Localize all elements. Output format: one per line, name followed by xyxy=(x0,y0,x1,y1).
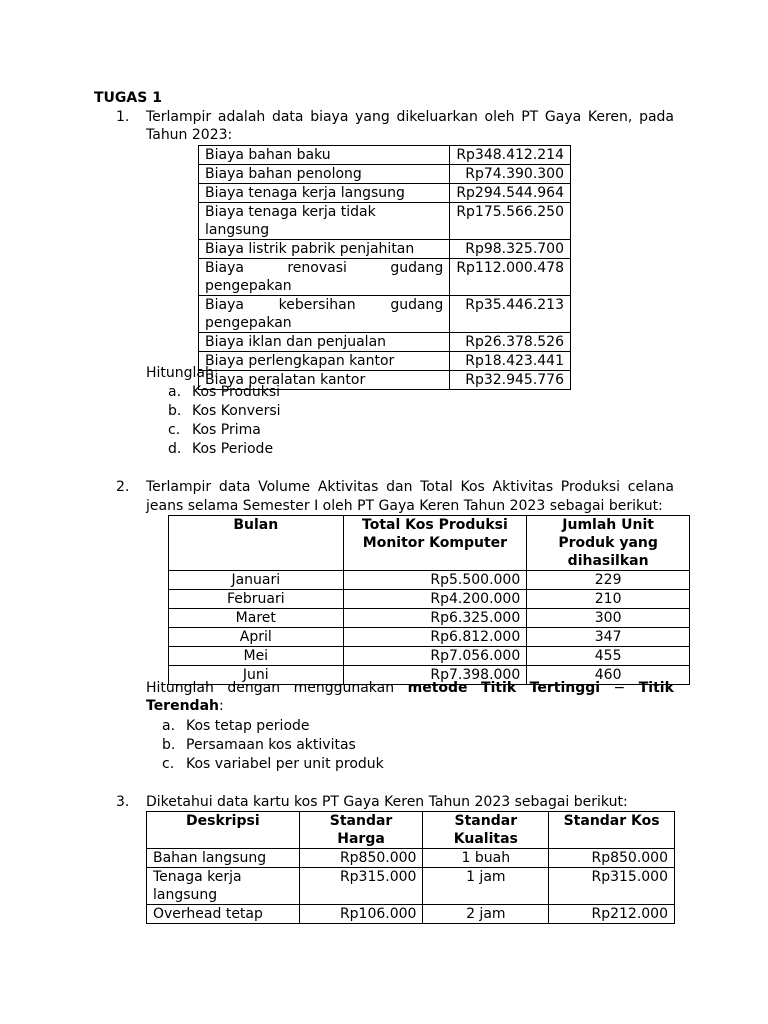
table-row xyxy=(199,352,571,371)
q2-kos: Rp7.398.000 xyxy=(343,666,527,685)
q1-cost-table xyxy=(198,145,571,390)
q1-row-value: Rp18.423.441 xyxy=(450,352,571,371)
col-header-kualitas: Standar Kualitas xyxy=(423,812,549,849)
q1-intro-line2: Tahun 2023: xyxy=(146,127,233,143)
q1-row-value: Rp98.325.700 xyxy=(450,240,571,259)
table-row xyxy=(199,203,571,240)
q2-unit: 210 xyxy=(527,590,690,609)
q1-row-label: Biaya bahan penolong xyxy=(199,165,450,184)
table-header-row xyxy=(169,516,690,571)
table-row xyxy=(199,165,571,184)
table-row xyxy=(199,296,571,333)
table-header-row xyxy=(147,812,675,849)
q3-deskripsi: Overhead tetap xyxy=(147,905,300,924)
q2-number: 2. xyxy=(116,479,130,495)
table-row xyxy=(147,849,675,868)
q1-row-label: Biaya tenaga kerja tidak langsung xyxy=(199,203,450,240)
q1-row-label: Biaya peralatan kantor xyxy=(199,371,450,390)
page-title: TUGAS 1 xyxy=(94,90,162,106)
q2-activity-table xyxy=(168,515,690,685)
q2-kos: Rp5.500.000 xyxy=(343,571,527,590)
col-header-unit: Jumlah Unit Produk yang dihasilkan xyxy=(527,516,690,571)
q2-unit: 460 xyxy=(527,666,690,685)
q1-number: 1. xyxy=(116,109,130,125)
q1-row-value: Rp26.378.526 xyxy=(450,333,571,352)
list-item: d. Kos Periode xyxy=(168,441,274,457)
q2-bulan: Mei xyxy=(169,647,344,666)
q1-row-value: Rp35.446.213 xyxy=(450,296,571,333)
list-item: b. Persamaan kos aktivitas xyxy=(162,737,356,753)
table-row xyxy=(169,647,690,666)
q2-bulan: April xyxy=(169,628,344,647)
table-row xyxy=(169,571,690,590)
q1-prompt: Hitunglah: xyxy=(146,365,219,381)
q3-deskripsi: Bahan langsung xyxy=(147,849,300,868)
q2-kos: Rp6.812.000 xyxy=(343,628,527,647)
table-row xyxy=(147,868,675,905)
q1-row-label: Biaya iklan dan penjualan xyxy=(199,333,450,352)
table-row xyxy=(199,146,571,165)
q1-row-value: Rp348.412.214 xyxy=(450,146,571,165)
q1-row-label: Biaya renovasi gudang pengepakan xyxy=(199,259,450,296)
col-header-bulan: Bulan xyxy=(169,516,344,571)
q1-row-label: Biaya bahan baku xyxy=(199,146,450,165)
table-row xyxy=(199,240,571,259)
list-item: a. Kos Produksi xyxy=(168,384,281,400)
q1-row-label: Biaya tenaga kerja langsung xyxy=(199,184,450,203)
list-item: c. Kos variabel per unit produk xyxy=(162,756,384,772)
q1-row-label: Biaya kebersihan gudang pengepakan xyxy=(199,296,450,333)
q3-intro-line1: Diketahui data kartu kos PT Gaya Keren Tahun 2023 sebagai berikut: xyxy=(146,794,628,810)
col-header-deskripsi: Deskripsi xyxy=(147,812,300,849)
table-row xyxy=(199,333,571,352)
q2-instruction-line1: Hitunglah dengan menggunakan metode Titik Tertinggi − Titik xyxy=(146,680,674,696)
q2-kos: Rp4.200.000 xyxy=(343,590,527,609)
q3-cost-card-table xyxy=(146,811,675,924)
q1-row-label: Biaya perlengkapan kantor xyxy=(199,352,450,371)
table-row xyxy=(147,905,675,924)
q3-kualitas: 1 jam xyxy=(423,868,549,905)
q1-row-label: Biaya listrik pabrik penjahitan xyxy=(199,240,450,259)
q2-intro-line2: jeans selama Semester I oleh PT Gaya Keren Tahun 2023 sebagai berikut: xyxy=(146,498,663,514)
q3-number: 3. xyxy=(116,794,130,810)
q1-row-value: Rp112.000.478 xyxy=(450,259,571,296)
q3-harga: Rp850.000 xyxy=(299,849,423,868)
q2-unit: 455 xyxy=(527,647,690,666)
q3-harga: Rp315.000 xyxy=(299,868,423,905)
q3-kos: Rp212.000 xyxy=(549,905,675,924)
q2-unit: 347 xyxy=(527,628,690,647)
q2-kos: Rp6.325.000 xyxy=(343,609,527,628)
table-row xyxy=(199,259,571,296)
table-row xyxy=(169,628,690,647)
list-item: c. Kos Prima xyxy=(168,422,261,438)
q2-unit: 229 xyxy=(527,571,690,590)
q1-row-value: Rp32.945.776 xyxy=(450,371,571,390)
q2-kos: Rp7.056.000 xyxy=(343,647,527,666)
q1-row-value: Rp294.544.964 xyxy=(450,184,571,203)
q2-bulan: Juni xyxy=(169,666,344,685)
q2-bulan: Maret xyxy=(169,609,344,628)
q3-kos: Rp850.000 xyxy=(549,849,675,868)
q2-unit: 300 xyxy=(527,609,690,628)
list-item: a. Kos tetap periode xyxy=(162,718,310,734)
q1-intro-line1: Terlampir adalah data biaya yang dikeluarkan oleh PT Gaya Keren, pada xyxy=(146,109,674,125)
list-item: b. Kos Konversi xyxy=(168,403,281,419)
table-row xyxy=(169,609,690,628)
q2-intro-line1: Terlampir data Volume Aktivitas dan Total Kos Aktivitas Produksi celana xyxy=(146,479,674,495)
table-row xyxy=(169,590,690,609)
col-header-kos: Total Kos Produksi Monitor Komputer xyxy=(343,516,527,571)
col-header-harga: Standar Harga xyxy=(299,812,423,849)
q3-kualitas: 2 jam xyxy=(423,905,549,924)
q2-instruction-line2: Terendah: xyxy=(146,698,224,714)
q3-deskripsi: Tenaga kerja langsung xyxy=(147,868,300,905)
q2-bulan: Februari xyxy=(169,590,344,609)
q1-row-value: Rp74.390.300 xyxy=(450,165,571,184)
q3-kualitas: 1 buah xyxy=(423,849,549,868)
table-row xyxy=(199,184,571,203)
q3-harga: Rp106.000 xyxy=(299,905,423,924)
col-header-kos: Standar Kos xyxy=(549,812,675,849)
q2-bulan: Januari xyxy=(169,571,344,590)
q3-kos: Rp315.000 xyxy=(549,868,675,905)
q1-row-value: Rp175.566.250 xyxy=(450,203,571,240)
